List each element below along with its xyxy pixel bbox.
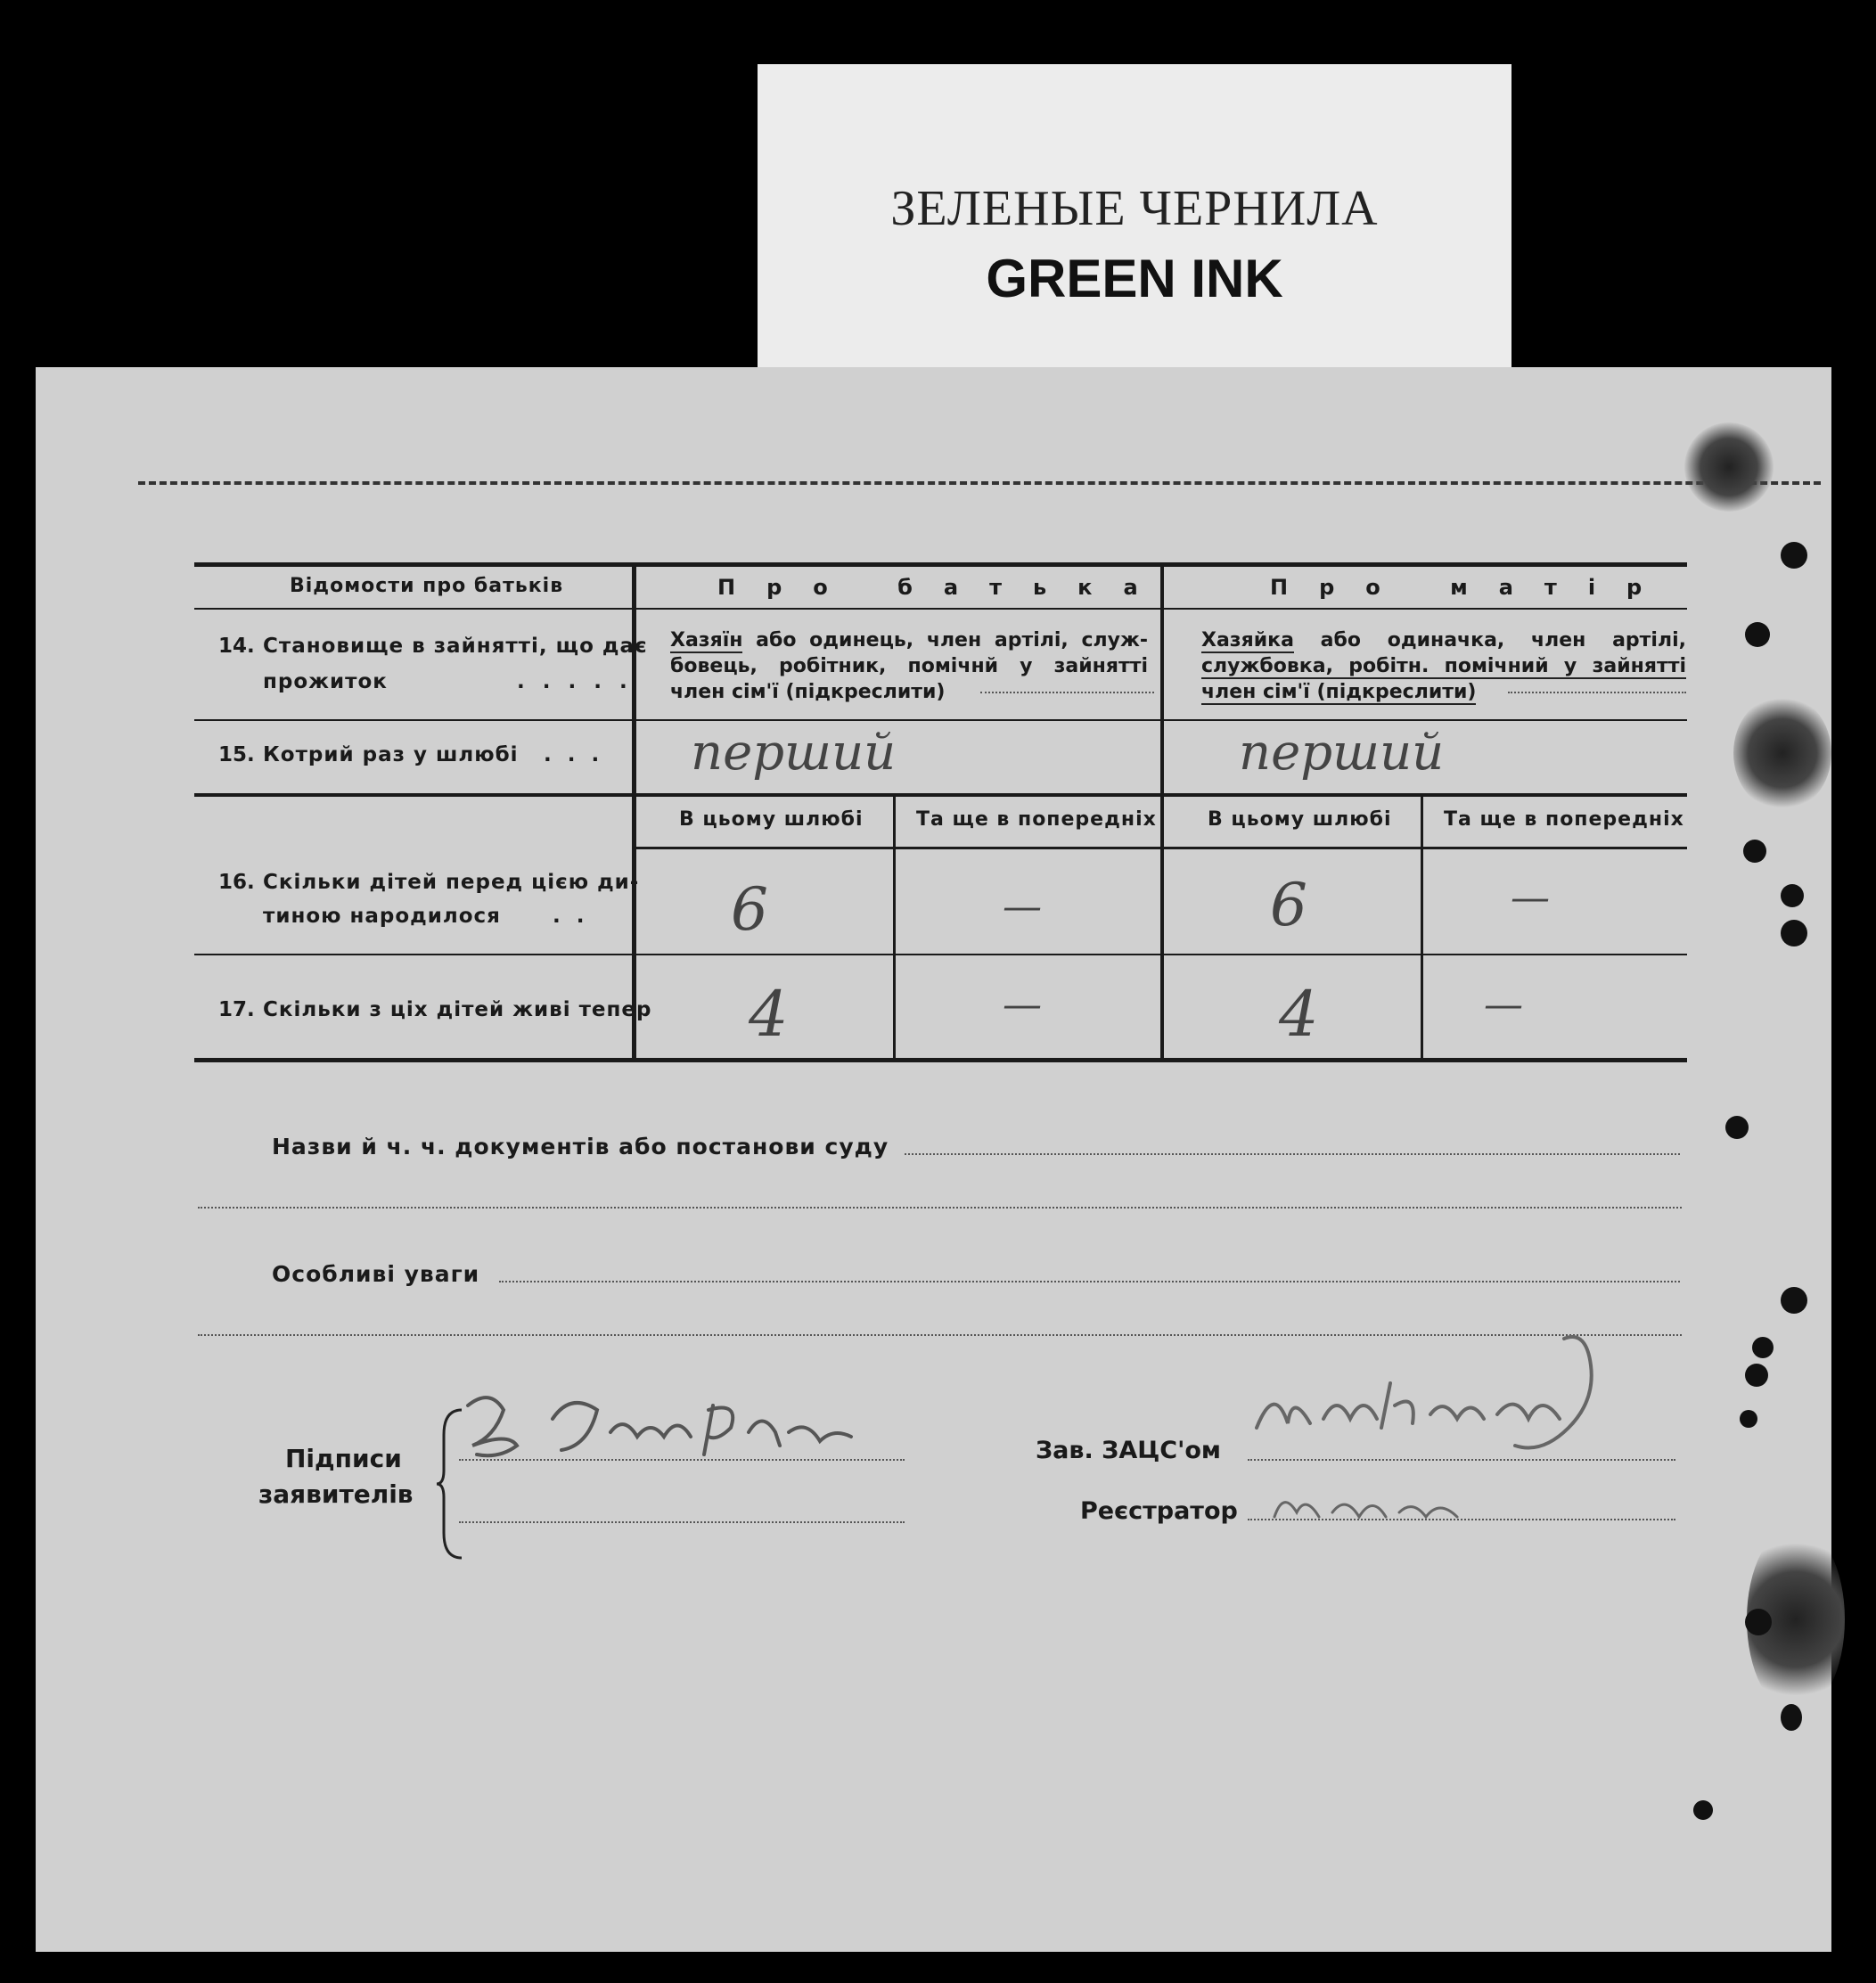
- row14-number: 14.: [218, 635, 255, 658]
- perforation-line: [138, 481, 1821, 485]
- applicant-signature-line-2[interactable]: [459, 1521, 905, 1523]
- remarks-field[interactable]: [499, 1281, 1680, 1282]
- father-options-line1: або одинець, член артілі, служ-: [756, 629, 1148, 651]
- row17-number: 17.: [218, 998, 255, 1021]
- mother-owner-underlined: Хазяйка: [1201, 629, 1294, 651]
- punch-hole: [1693, 1800, 1713, 1820]
- father-previous-header: Та ще в попередніх: [916, 808, 1157, 831]
- punch-hole: [1781, 542, 1807, 569]
- documents-field-line2[interactable]: [198, 1207, 1682, 1209]
- row16-label-line2: тиною народилося: [263, 905, 501, 928]
- father-options-dots: [980, 692, 1154, 693]
- punch-hole: [1781, 920, 1807, 946]
- table-col-divider: [1421, 797, 1423, 1058]
- punch-hole: [1781, 1287, 1807, 1314]
- row17-label: Скільки з ціх дітей живі тепер: [263, 998, 652, 1021]
- father-options-line2: бовець, робітник, помічнй у зайнятті: [670, 655, 1148, 677]
- father-options-line3: член сім'ї (підкреслити): [670, 681, 946, 703]
- registry-head-handwritten-signature: [1239, 1330, 1640, 1463]
- father-children-born-previous: —: [1003, 884, 1042, 930]
- row16-number: 16.: [218, 871, 255, 894]
- ink-blot: [1684, 422, 1774, 512]
- row16-leader-dots: ..: [553, 905, 601, 928]
- table-top-rule: [194, 562, 1687, 567]
- table-row-rule: [194, 793, 1687, 797]
- punch-hole: [1752, 1337, 1774, 1358]
- table-row-rule: [194, 719, 1687, 721]
- registrar-label: Реєстратор: [1080, 1497, 1238, 1525]
- row14-label-line1: Становище в зайнятті, що дає: [263, 635, 648, 658]
- row15-label: Котрий раз у шлюбі: [263, 743, 519, 766]
- mother-options-line2: службовка, робітн. помічний у зайнятті: [1201, 655, 1686, 677]
- registry-head-label: Зав. ЗАЦС'ом: [1036, 1437, 1221, 1464]
- mother-this-marriage-header: В цьому шлюбі: [1208, 808, 1392, 831]
- ink-blot: [1733, 695, 1831, 811]
- mother-options-line3: член сім'ї (підкреслити): [1201, 681, 1477, 703]
- applicant-handwritten-signature: [455, 1383, 864, 1463]
- punch-hole: [1745, 622, 1770, 647]
- table-col-divider: [893, 797, 896, 1058]
- mother-children-alive-previous: —: [1484, 982, 1523, 1028]
- punch-hole: [1740, 1410, 1757, 1428]
- table-col-divider: [1160, 567, 1164, 1058]
- ink-label-card: [758, 64, 1511, 367]
- ink-label-english: GREEN INK: [986, 249, 1283, 308]
- mother-children-born-this: 6: [1270, 871, 1307, 939]
- punch-hole: [1743, 840, 1766, 863]
- punch-hole: [1781, 1704, 1802, 1731]
- punch-hole: [1745, 1609, 1772, 1635]
- row15-number: 15.: [218, 743, 255, 766]
- applicants-signatures-label-2: заявителів: [258, 1479, 414, 1509]
- father-owner-underlined: Хазяїн: [670, 629, 743, 651]
- form-sheet: [36, 367, 1831, 1952]
- ink-label-russian: ЗЕЛЕНЫЕ ЧЕРНИЛА: [890, 181, 1379, 236]
- applicants-signatures-label-1: Підписи: [285, 1444, 402, 1473]
- row15-leader-dots: ...: [544, 743, 616, 766]
- parents-info-header: Відомости про батьків: [290, 575, 564, 597]
- punch-hole: [1725, 1116, 1749, 1139]
- registrar-handwritten-signature: [1266, 1477, 1479, 1530]
- father-this-marriage-header: В цьому шлюбі: [679, 808, 864, 831]
- father-children-born-this: 6: [731, 875, 768, 944]
- punch-hole: [1745, 1364, 1768, 1387]
- documents-label: Назви й ч. ч. документів або постанови суду: [272, 1134, 889, 1159]
- mother-previous-header: Та ще в попередніх: [1444, 808, 1684, 831]
- father-children-alive-this: 4: [749, 978, 789, 1051]
- father-marriage-count-handwritten: перший: [691, 724, 897, 782]
- mother-options-dots: [1508, 692, 1686, 693]
- mother-children-born-previous: —: [1511, 875, 1550, 921]
- mother-marriage-count-handwritten: перший: [1239, 724, 1445, 782]
- punch-hole: [1781, 884, 1804, 907]
- row14-leader-dots: .....: [517, 670, 645, 693]
- documents-field[interactable]: [905, 1153, 1680, 1155]
- father-children-alive-previous: —: [1003, 982, 1042, 1028]
- table-bottom-rule: [194, 1058, 1687, 1062]
- father-header: Про батька: [717, 575, 1169, 600]
- remarks-label: Особливі уваги: [272, 1261, 480, 1287]
- mother-children-alive-this: 4: [1279, 978, 1319, 1051]
- mother-header: Про матір: [1270, 575, 1674, 600]
- row14-label-line2: прожиток: [263, 670, 388, 693]
- table-header-rule: [194, 608, 1687, 610]
- row16-label-line1: Скільки дітей перед цією ди-: [263, 871, 640, 894]
- mother-options-line1: або одиначка, член артілі,: [1320, 629, 1686, 651]
- table-row-rule: [194, 954, 1687, 955]
